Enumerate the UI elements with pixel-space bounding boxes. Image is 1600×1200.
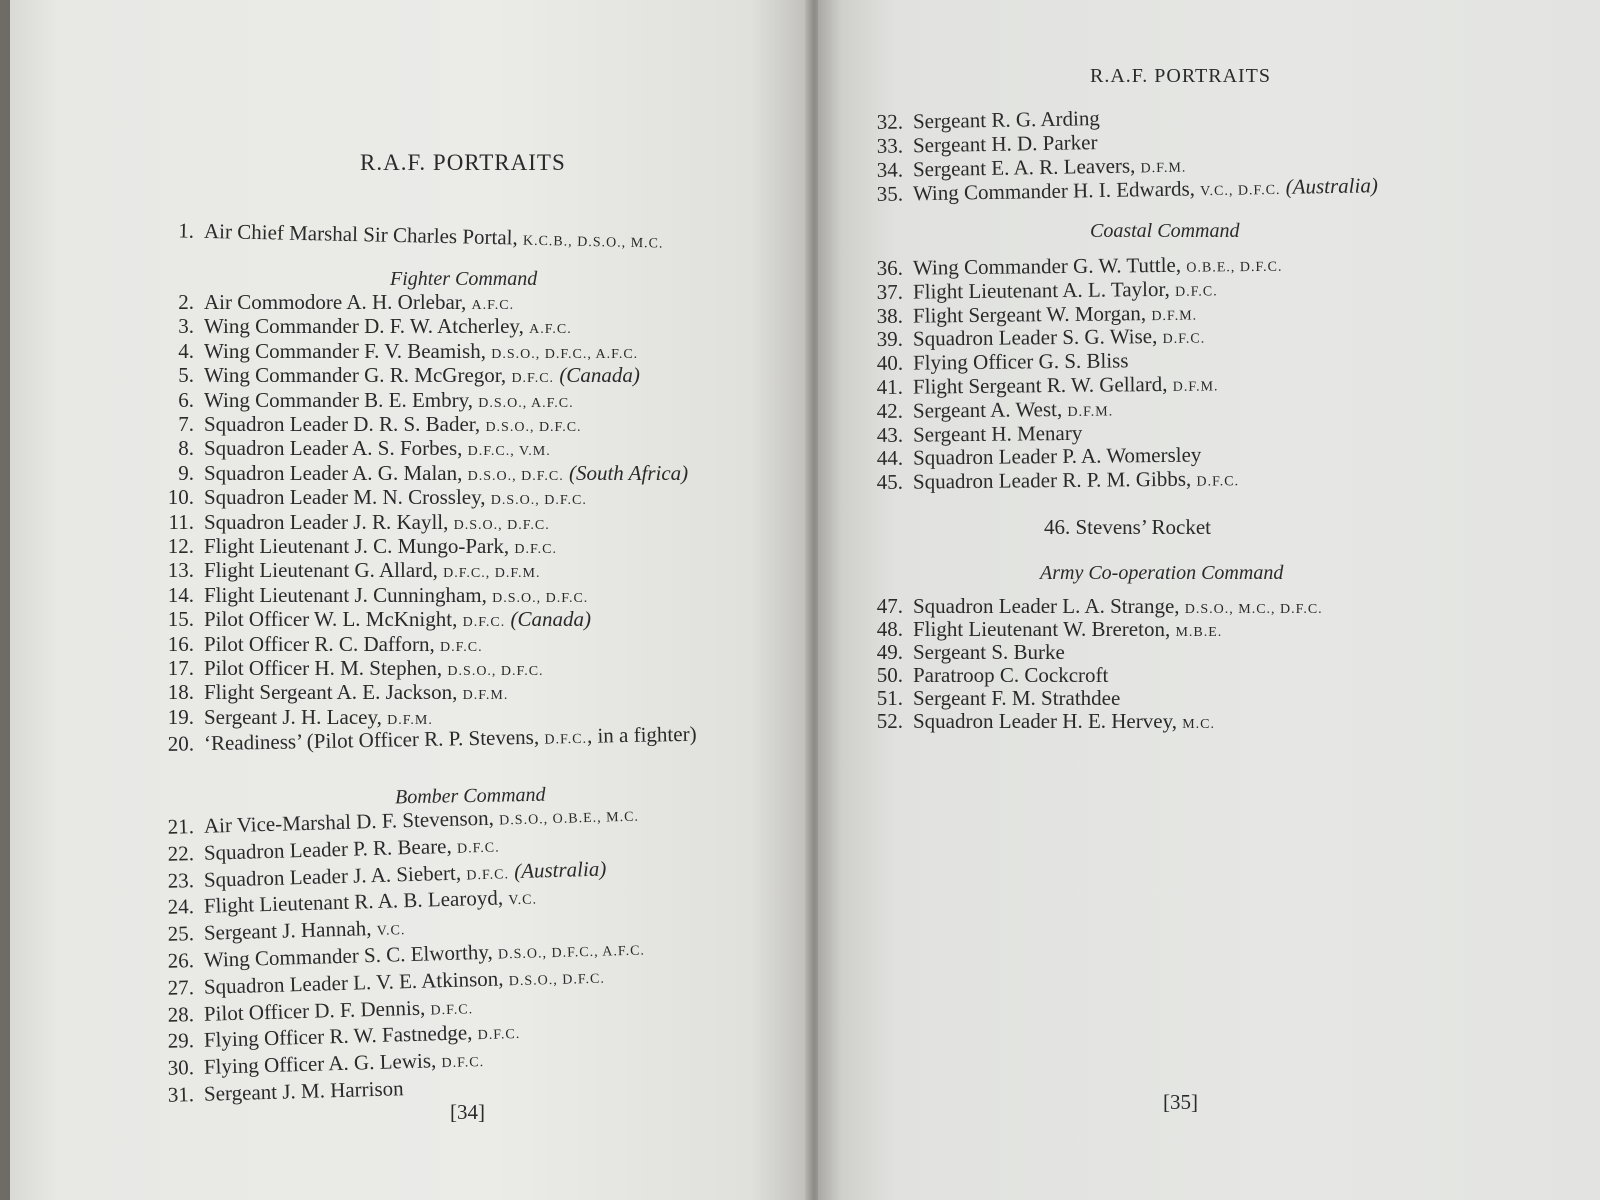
- item-number: 27.: [167, 974, 195, 1000]
- list-item: [873, 686, 1120, 710]
- item-number: 48.: [876, 617, 903, 641]
- right-page: [818, 0, 1600, 1200]
- item-number: 10.: [167, 485, 194, 510]
- item-name: Air Commodore A. H. Orlebar,: [204, 290, 467, 314]
- item-name: Wing Commander B. E. Embry,: [204, 387, 474, 412]
- item-number: 49.: [876, 640, 903, 664]
- item-number: 3.: [178, 314, 194, 339]
- item-name: Flying Officer R. W. Fastnedge,: [203, 1020, 473, 1053]
- section-title-fighter: Fighter Command: [390, 268, 538, 290]
- item-number: 30.: [167, 1055, 195, 1080]
- item-name: Flight Lieutenant J. Cunningham,: [204, 582, 487, 607]
- item-number: 11.: [168, 509, 194, 534]
- list-item: [873, 640, 1065, 664]
- item-honours: D.S.O., D.F.C.: [508, 971, 606, 990]
- item-number: 41.: [876, 374, 904, 399]
- item-name: Sergeant S. Burke: [913, 640, 1065, 664]
- item-honours: D.F.M.: [387, 712, 433, 728]
- stevens-rocket-entry: 46. Stevens’ Rocket: [1044, 515, 1211, 539]
- item-number: 22.: [167, 840, 195, 866]
- list-item: 1. Air Chief Marshal Sir Charles Portal, K.C.B., D.S.O., M.C.: [178, 218, 664, 252]
- item-honours: M.B.E.: [1175, 625, 1223, 640]
- item-number: 13.: [167, 558, 194, 583]
- page-number: [34]: [450, 1100, 485, 1124]
- item-honours: D.F.C.: [511, 371, 555, 387]
- item-name: Wing Commander G. W. Tuttle,: [912, 252, 1182, 280]
- item-name: Wing Commander D. F. W. Atcherley,: [204, 314, 524, 339]
- running-head: R.A.F. PORTRAITS: [360, 150, 566, 175]
- item-number: 2.: [178, 290, 194, 314]
- item-number: 18.: [167, 680, 194, 705]
- item-name: Sergeant F. M. Strathdee: [913, 686, 1121, 710]
- item-name: Wing Commander H. I. Edwards,: [912, 176, 1196, 206]
- item-number: 14.: [167, 582, 194, 607]
- item-honours: D.F.C.: [514, 542, 557, 557]
- item-honours: A.F.C.: [529, 322, 572, 338]
- item-name: Sergeant J. M. Harrison: [203, 1076, 404, 1106]
- item-name: Wing Commander S. C. Elworthy,: [203, 939, 494, 972]
- item-number: 4.: [178, 338, 194, 363]
- item-country: (Australia): [513, 856, 607, 883]
- item-honours: D.F.M.: [1151, 308, 1198, 324]
- item-name: Squadron Leader M. N. Crossley,: [204, 485, 486, 510]
- item-honours: D.S.O., D.F.C.: [485, 420, 582, 435]
- item-number: 34.: [876, 157, 904, 182]
- item-number: 32.: [876, 109, 904, 134]
- item-number: 42.: [876, 398, 904, 423]
- item-name: Squadron Leader S. G. Wise,: [912, 324, 1158, 351]
- item-honours: D.F.M.: [1067, 404, 1114, 420]
- item-number: 16.: [167, 631, 194, 656]
- item-honours: D.F.M.: [1140, 160, 1187, 177]
- item-honours: D.F.C., V.M.: [467, 444, 551, 460]
- item-number: 21.: [167, 814, 195, 839]
- item-honours: D.S.O., D.F.C.: [447, 664, 544, 679]
- item-number: 35.: [876, 181, 904, 206]
- item-name: Sergeant A. West,: [912, 396, 1063, 423]
- running-head: R.A.F. PORTRAITS: [1090, 65, 1272, 87]
- item-number: 52.: [876, 709, 903, 733]
- item-honours: D.F.M.: [1172, 379, 1219, 395]
- list-item: [873, 709, 1215, 737]
- item-number: 12.: [167, 534, 194, 558]
- page-number: [35]: [1163, 1090, 1198, 1114]
- item-honours: D.S.O., A.F.C.: [478, 395, 574, 411]
- item-name: Squadron Leader A. S. Forbes,: [204, 436, 463, 461]
- item-name: Wing Commander F. V. Beamish,: [204, 338, 486, 363]
- item-number: 28.: [167, 1001, 195, 1027]
- item-number: 38.: [876, 303, 904, 328]
- item-honours: O.B.E., D.F.C.: [1186, 259, 1283, 276]
- item-name: Flight Lieutenant A. L. Taylor,: [912, 276, 1170, 304]
- item-number: 29.: [167, 1028, 195, 1054]
- item-name: Squadron Leader H. E. Hervey,: [913, 709, 1177, 733]
- item-honours: V.C.: [376, 923, 406, 940]
- section-title-army: Army Co-operation Command: [1040, 562, 1284, 584]
- item-number: 43.: [876, 422, 904, 447]
- item-honours: D.S.O., O.B.E., M.C.: [498, 809, 640, 829]
- item-honours: D.F.C.: [466, 866, 510, 884]
- item-name: Wing Commander G. R. McGregor,: [204, 363, 507, 388]
- list-item: 20. ‘Readiness’ (Pilot Officer R. P. Stevens, D.F.C., in a fighter): [167, 721, 697, 756]
- item-name: Flight Lieutenant G. Allard,: [204, 558, 438, 583]
- item-name: Squadron Leader P. A. Womersley: [912, 442, 1202, 470]
- item-honours: D.F.C.: [441, 1055, 485, 1072]
- item-honours: D.S.O., D.F.C.: [492, 590, 589, 606]
- left-page: [10, 0, 815, 1200]
- item-name: Flight Lieutenant W. Brereton,: [913, 617, 1171, 641]
- item-number: 8.: [178, 436, 194, 461]
- item-honours: M.C.: [1182, 717, 1216, 732]
- item-number: 17.: [167, 656, 194, 680]
- item-name: Pilot Officer R. C. Dafforn,: [204, 631, 435, 656]
- item-name: Squadron Leader J. R. Kayll,: [204, 509, 449, 534]
- item-honours: D.S.O., D.F.C.: [467, 468, 564, 484]
- item-name: Flying Officer A. G. Lewis,: [203, 1048, 437, 1079]
- section-title-bomber: Bomber Command: [394, 783, 546, 809]
- item-name: Flight Lieutenant R. A. B. Learoyd,: [203, 885, 504, 919]
- item-number: 23.: [167, 867, 195, 893]
- item-honours: D.F.C.: [456, 840, 500, 857]
- list-item: [873, 420, 1083, 446]
- item-honours: V.C.: [508, 892, 538, 909]
- list-item: [873, 663, 1108, 687]
- item-name: Squadron Leader R. P. M. Gibbs,: [912, 466, 1192, 494]
- item-number: 51.: [876, 686, 903, 710]
- item-honours: D.F.C.: [477, 1027, 521, 1044]
- item-name: Sergeant J. H. Lacey,: [204, 704, 382, 729]
- item-honours: D.S.O., M.C., D.F.C.: [1184, 602, 1323, 617]
- item-honours: V.C., D.F.C.: [1200, 182, 1281, 200]
- item-number: 9.: [178, 460, 194, 485]
- item-number: 6.: [178, 387, 194, 412]
- item-number: 36.: [876, 255, 904, 280]
- item-number: 7.: [178, 412, 194, 436]
- item-name: Sergeant E. A. R. Leavers,: [912, 153, 1136, 182]
- item-name: Flight Sergeant R. W. Gellard,: [912, 371, 1168, 399]
- item-number: 39.: [876, 327, 904, 352]
- item-name: Flight Sergeant W. Morgan,: [912, 300, 1147, 328]
- list-item: [873, 466, 1239, 498]
- item-number: 45.: [876, 469, 904, 495]
- item-honours: D.F.C., D.F.M.: [443, 566, 541, 582]
- item-country: (South Africa): [568, 460, 689, 485]
- item-name: Flight Sergeant A. E. Jackson,: [204, 680, 458, 705]
- item-name: Squadron Leader J. A. Siebert,: [203, 860, 462, 892]
- item-country: (Canada): [559, 363, 640, 388]
- item-number: 26.: [167, 948, 195, 973]
- item-number: 50.: [876, 663, 903, 687]
- item-name: Flying Officer G. S. Bliss: [912, 348, 1129, 375]
- item-name: Squadron Leader L. V. E. Atkinson,: [203, 966, 504, 999]
- item-name: Squadron Leader P. R. Beare,: [203, 833, 453, 865]
- item-number: 31.: [167, 1082, 195, 1107]
- item-name: Sergeant H. D. Parker: [912, 130, 1098, 158]
- item-number: 15.: [167, 607, 194, 632]
- list-item: [873, 349, 1129, 376]
- item-honours: D.F.M.: [462, 688, 509, 704]
- item-number: 5.: [178, 363, 194, 388]
- item-name: Air Vice-Marshal D. F. Stevenson,: [203, 805, 495, 838]
- item-honours: D.F.C.: [1196, 474, 1240, 490]
- item-honours: D.F.C.: [430, 1001, 474, 1019]
- item-number: 24.: [167, 894, 195, 920]
- item-country: (Canada): [510, 607, 591, 632]
- item-name: Sergeant H. Menary: [912, 420, 1083, 447]
- item-honours: D.S.O., D.F.C.: [490, 493, 587, 509]
- item-name: Paratroop C. Cockcroft: [913, 663, 1109, 687]
- item-name: Pilot Officer W. L. McKnight,: [204, 607, 458, 632]
- section-title-coastal: Coastal Command: [1090, 220, 1240, 242]
- item-name: Squadron Leader D. R. S. Bader,: [204, 412, 481, 436]
- item-name: Sergeant J. Hannah,: [203, 916, 372, 945]
- item-number: 44.: [876, 446, 904, 471]
- item-name: Flight Lieutenant J. C. Mungo-Park,: [204, 534, 510, 558]
- item-number: 37.: [876, 279, 904, 304]
- item-number: 40.: [876, 350, 904, 376]
- item-name: Pilot Officer H. M. Stephen,: [204, 656, 443, 680]
- item-number: 33.: [876, 133, 904, 158]
- item-name: Pilot Officer D. F. Dennis,: [203, 995, 426, 1026]
- item-honours: D.F.C.: [1175, 284, 1218, 300]
- item-honours: D.S.O., D.F.C., A.F.C.: [491, 346, 639, 362]
- item-number: 19.: [167, 704, 194, 729]
- item-country: (Australia): [1285, 173, 1379, 199]
- item-name: Sergeant R. G. Arding: [912, 106, 1101, 134]
- item-honours: D.S.O., D.F.C., A.F.C.: [497, 943, 646, 963]
- item-honours: D.S.O., D.F.C.: [453, 517, 550, 533]
- item-honours: A.F.C.: [471, 298, 515, 313]
- item-name: Squadron Leader A. G. Malan,: [204, 460, 463, 485]
- item-honours: D.F.C.: [462, 615, 506, 631]
- item-name: Squadron Leader L. A. Strange,: [913, 594, 1180, 618]
- item-number: 47.: [876, 594, 903, 618]
- item-number: 25.: [167, 921, 195, 946]
- item-honours: D.F.C.: [1162, 331, 1206, 348]
- item-honours: D.F.C.: [440, 639, 483, 655]
